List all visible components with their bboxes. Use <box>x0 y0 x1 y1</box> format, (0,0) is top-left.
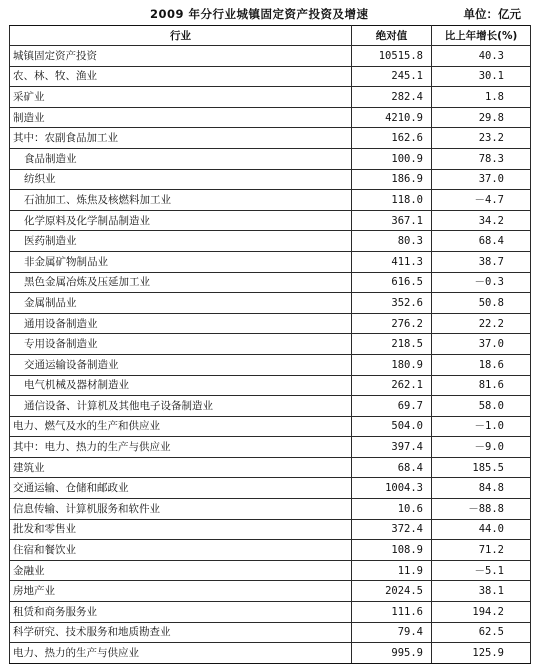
table-row <box>10 169 531 190</box>
growth-cell: 58.0 <box>432 396 531 417</box>
absolute-value-cell: 367.1 <box>352 210 432 231</box>
absolute-value-cell: 79.4 <box>352 622 432 643</box>
growth-cell: 38.1 <box>432 581 531 602</box>
table-row <box>10 622 531 643</box>
growth-cell: 78.3 <box>432 148 531 169</box>
industry-cell: 批发和零售业 <box>10 519 352 540</box>
absolute-value-cell: 4210.9 <box>352 107 432 128</box>
table-row <box>10 499 531 520</box>
absolute-value-cell: 352.6 <box>352 293 432 314</box>
absolute-value-cell: 262.1 <box>352 375 432 396</box>
industry-cell: 黑色金属冶炼及压延加工业 <box>10 272 352 293</box>
industry-cell: 住宿和餐饮业 <box>10 540 352 561</box>
industry-cell: 信息传输、计算机服务和软件业 <box>10 499 352 520</box>
growth-cell: 68.4 <box>432 231 531 252</box>
header-growth: 比上年增长(%) <box>432 26 531 46</box>
industry-cell: 电气机械及器材制造业 <box>10 375 352 396</box>
industry-cell: 科学研究、技术服务和地质勘查业 <box>10 622 352 643</box>
table-row <box>10 478 531 499</box>
absolute-value-cell: 80.3 <box>352 231 432 252</box>
growth-cell: 1.8 <box>432 87 531 108</box>
industry-cell: 采矿业 <box>10 87 352 108</box>
absolute-value-cell: 245.1 <box>352 66 432 87</box>
growth-cell: 30.1 <box>432 66 531 87</box>
table-row <box>10 519 531 540</box>
absolute-value-cell: 372.4 <box>352 519 432 540</box>
table-row <box>10 643 531 664</box>
absolute-value-cell: 180.9 <box>352 354 432 375</box>
table-row <box>10 416 531 437</box>
industry-cell: 金属制品业 <box>10 293 352 314</box>
growth-cell: 62.5 <box>432 622 531 643</box>
table-row <box>10 540 531 561</box>
table-row <box>10 602 531 623</box>
growth-cell: 84.8 <box>432 478 531 499</box>
table-row <box>10 231 531 252</box>
growth-cell: －9.0 <box>432 437 531 458</box>
growth-cell: 29.8 <box>432 107 531 128</box>
absolute-value-cell: 68.4 <box>352 457 432 478</box>
growth-cell: 37.0 <box>432 334 531 355</box>
header-row <box>10 26 531 46</box>
growth-cell: 125.9 <box>432 643 531 664</box>
industry-cell: 非金属矿物制品业 <box>10 251 352 272</box>
growth-cell: 44.0 <box>432 519 531 540</box>
table-title: 2009 年分行业城镇固定资产投资及增速 <box>150 7 369 21</box>
absolute-value-cell: 118.0 <box>352 190 432 211</box>
absolute-value-cell: 162.6 <box>352 128 432 149</box>
unit-label: 单位：亿元 <box>463 7 521 21</box>
industry-cell: 租赁和商务服务业 <box>10 602 352 623</box>
growth-cell: 81.6 <box>432 375 531 396</box>
table-row <box>10 437 531 458</box>
absolute-value-cell: 616.5 <box>352 272 432 293</box>
growth-cell: 23.2 <box>432 128 531 149</box>
industry-cell: 专用设备制造业 <box>10 334 352 355</box>
industry-cell: 通用设备制造业 <box>10 313 352 334</box>
industry-cell: 制造业 <box>10 107 352 128</box>
table-row <box>10 354 531 375</box>
table-row <box>10 190 531 211</box>
absolute-value-cell: 218.5 <box>352 334 432 355</box>
growth-cell: 34.2 <box>432 210 531 231</box>
absolute-value-cell: 397.4 <box>352 437 432 458</box>
growth-cell: 50.8 <box>432 293 531 314</box>
table-body <box>10 46 531 664</box>
growth-cell: 18.6 <box>432 354 531 375</box>
absolute-value-cell: 10515.8 <box>352 46 432 67</box>
industry-cell: 农、林、牧、渔业 <box>10 66 352 87</box>
table-row <box>10 46 531 67</box>
growth-cell: －1.0 <box>432 416 531 437</box>
growth-cell: －5.1 <box>432 560 531 581</box>
industry-cell: 金融业 <box>10 560 352 581</box>
growth-cell: 185.5 <box>432 457 531 478</box>
header-industry: 行业 <box>10 26 352 46</box>
table-row <box>10 87 531 108</box>
growth-cell: －0.3 <box>432 272 531 293</box>
absolute-value-cell: 111.6 <box>352 602 432 623</box>
absolute-value-cell: 276.2 <box>352 313 432 334</box>
table-row <box>10 334 531 355</box>
table-row <box>10 107 531 128</box>
table-row <box>10 313 531 334</box>
absolute-value-cell: 282.4 <box>352 87 432 108</box>
absolute-value-cell: 2024.5 <box>352 581 432 602</box>
industry-cell: 通信设备、计算机及其他电子设备制造业 <box>10 396 352 417</box>
growth-cell: －88.8 <box>432 499 531 520</box>
absolute-value-cell: 186.9 <box>352 169 432 190</box>
industry-cell: 化学原料及化学制品制造业 <box>10 210 352 231</box>
table-caption <box>0 6 539 22</box>
industry-cell: 建筑业 <box>10 457 352 478</box>
industry-cell: 医药制造业 <box>10 231 352 252</box>
investment-table <box>9 25 531 664</box>
table-row <box>10 581 531 602</box>
growth-cell: 22.2 <box>432 313 531 334</box>
industry-cell: 城镇固定资产投资 <box>10 46 352 67</box>
absolute-value-cell: 504.0 <box>352 416 432 437</box>
industry-cell: 其中：电力、热力的生产与供应业 <box>10 437 352 458</box>
table-row <box>10 66 531 87</box>
industry-cell: 食品制造业 <box>10 148 352 169</box>
absolute-value-cell: 69.7 <box>352 396 432 417</box>
header-absolute-value: 绝对值 <box>352 26 432 46</box>
table-row <box>10 396 531 417</box>
absolute-value-cell: 10.6 <box>352 499 432 520</box>
industry-cell: 交通运输、仓储和邮政业 <box>10 478 352 499</box>
industry-cell: 其中：农副食品加工业 <box>10 128 352 149</box>
table-row <box>10 272 531 293</box>
absolute-value-cell: 995.9 <box>352 643 432 664</box>
growth-cell: 37.0 <box>432 169 531 190</box>
growth-cell: －4.7 <box>432 190 531 211</box>
table-row <box>10 251 531 272</box>
absolute-value-cell: 11.9 <box>352 560 432 581</box>
table-row <box>10 210 531 231</box>
growth-cell: 38.7 <box>432 251 531 272</box>
industry-cell: 交通运输设备制造业 <box>10 354 352 375</box>
absolute-value-cell: 411.3 <box>352 251 432 272</box>
growth-cell: 40.3 <box>432 46 531 67</box>
growth-cell: 194.2 <box>432 602 531 623</box>
table-row <box>10 293 531 314</box>
industry-cell: 电力、热力的生产与供应业 <box>10 643 352 664</box>
industry-cell: 石油加工、炼焦及核燃料加工业 <box>10 190 352 211</box>
industry-cell: 电力、燃气及水的生产和供应业 <box>10 416 352 437</box>
growth-cell: 71.2 <box>432 540 531 561</box>
table-row <box>10 560 531 581</box>
industry-cell: 纺织业 <box>10 169 352 190</box>
absolute-value-cell: 108.9 <box>352 540 432 561</box>
industry-cell: 房地产业 <box>10 581 352 602</box>
table-row <box>10 128 531 149</box>
absolute-value-cell: 1004.3 <box>352 478 432 499</box>
table-row <box>10 457 531 478</box>
absolute-value-cell: 100.9 <box>352 148 432 169</box>
table-row <box>10 148 531 169</box>
table-row <box>10 375 531 396</box>
